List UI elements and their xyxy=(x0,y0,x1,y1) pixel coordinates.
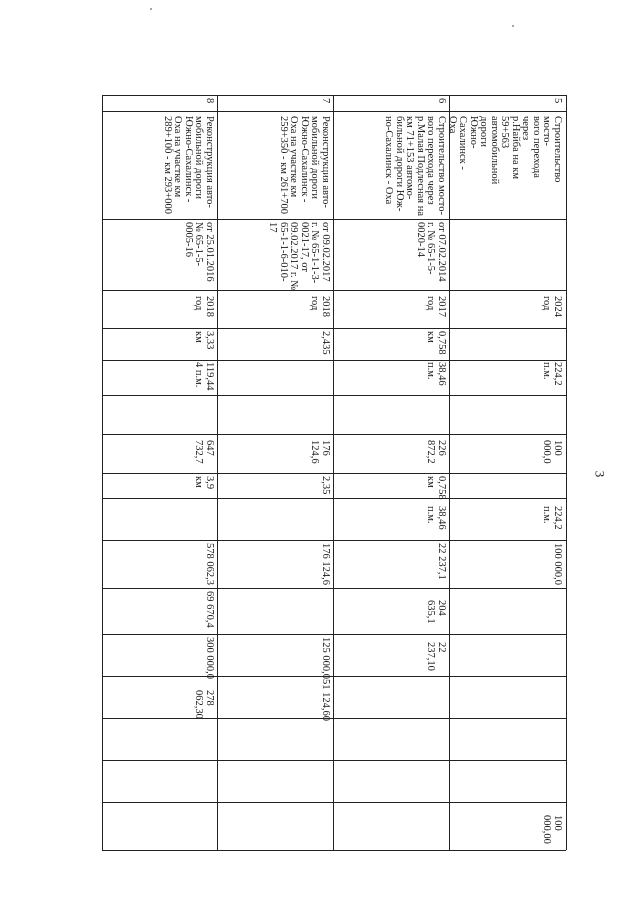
capacity-km: 3,33 км xyxy=(193,331,215,350)
table-border xyxy=(333,95,334,850)
table-border xyxy=(102,395,566,396)
table-border xyxy=(102,540,566,541)
value-cell: 176 124,6 xyxy=(320,543,331,585)
row-number: 5 xyxy=(552,98,563,104)
completion-year: 2018 год xyxy=(193,296,215,317)
table-border xyxy=(449,95,450,850)
capacity-pm: 224,2 п.м. xyxy=(541,362,563,386)
table-border xyxy=(102,498,566,499)
scan-speck xyxy=(150,8,152,10)
value-cell: 125 000,0 xyxy=(320,637,331,679)
table-border xyxy=(102,95,103,850)
value-cell: 51 124,60 xyxy=(320,679,331,721)
value-cell: 0,758 км xyxy=(425,476,447,500)
estimated-cost: 647 732,7 xyxy=(193,440,215,464)
value-cell: 22 237,1 xyxy=(436,543,447,580)
table-border xyxy=(102,676,566,677)
table-border xyxy=(102,473,566,474)
capacity-km: 2,435 xyxy=(320,331,331,355)
object-name: Реконструкция авто- мобильной дороги Южно-Сахалинск - Оха на участке км 259+350 - км 261+700 xyxy=(278,116,331,214)
capacity-pm: 119,44 4 п.м. xyxy=(193,362,215,391)
capacity-pm: 38,46 п.м. xyxy=(425,362,447,386)
completion-year: 2024 год xyxy=(541,296,563,317)
row-number: 8 xyxy=(204,98,215,104)
table-border xyxy=(102,111,566,112)
estimated-cost: 100 000,0 xyxy=(541,440,563,464)
table-border xyxy=(102,760,566,761)
document-ref: от 25.01.2016 № 65-1-5- 0005-16 xyxy=(183,222,215,282)
table-border xyxy=(102,434,566,435)
value-cell: 3,9 км xyxy=(193,476,215,490)
table-border xyxy=(102,850,566,851)
completion-year: 2018 год xyxy=(309,296,331,317)
completion-year: 2017 год xyxy=(425,296,447,317)
value-cell: 578 062,3 xyxy=(204,543,215,585)
value-cell: 100 000,0 xyxy=(552,543,563,585)
object-name: Реконструкция авто- мобильной дороги Южно-Сахалинск - Оха на участке км 289+100 - км 293+000 xyxy=(162,116,215,214)
value-cell: 22 237,10 xyxy=(425,642,447,671)
estimated-cost: 176 124,6 xyxy=(309,440,331,464)
value-cell: 278 062,30 xyxy=(193,690,215,719)
value-cell: 204 635,1 xyxy=(425,600,447,624)
estimated-cost: 226 872,2 xyxy=(425,440,447,464)
value-cell: 38,46 п.м. xyxy=(425,506,447,530)
table-border xyxy=(566,95,567,850)
object-name: Строительство мосто- вого перехода через р.Малая Подлесная на км 71+153 автомо- бильной дороги Юж- но-Сахалинск - Оха xyxy=(383,116,447,217)
scan-speck xyxy=(512,25,514,27)
capacity-km: 0,758 км xyxy=(425,331,447,355)
table-border xyxy=(102,802,566,803)
table-border xyxy=(102,290,566,291)
table-border xyxy=(102,360,566,361)
row-number: 6 xyxy=(436,98,447,104)
value-cell: 69 670,4 xyxy=(204,591,215,628)
table-border xyxy=(102,588,566,589)
value-cell: 224,2 п.м. xyxy=(541,506,563,530)
object-name: Строительство мосто- вого перехода через р.Найба на км 59+563 автомобильной дороги Южно-Сахалинск - Оха xyxy=(447,116,563,185)
value-cell: 2,35 xyxy=(320,476,331,495)
row-number: 7 xyxy=(320,98,331,104)
table-border xyxy=(102,718,566,719)
table-border xyxy=(102,95,566,96)
table-border xyxy=(217,95,218,850)
table-border xyxy=(102,219,566,220)
value-cell: 100 000,00 xyxy=(541,815,563,844)
table-border xyxy=(102,328,566,329)
page-number: 3 xyxy=(592,470,608,478)
document-ref: от 09.02.2017 г. № 65-1-1-3- 0021-17, от 09.02.2017 г. № 65-1-1-6-010- 17 xyxy=(267,222,331,291)
value-cell: 300 000,0 xyxy=(204,637,215,679)
document-ref: от 07.02.2014 г. № 65-1-5- 0020-14 xyxy=(415,222,447,282)
table-border xyxy=(102,634,566,635)
